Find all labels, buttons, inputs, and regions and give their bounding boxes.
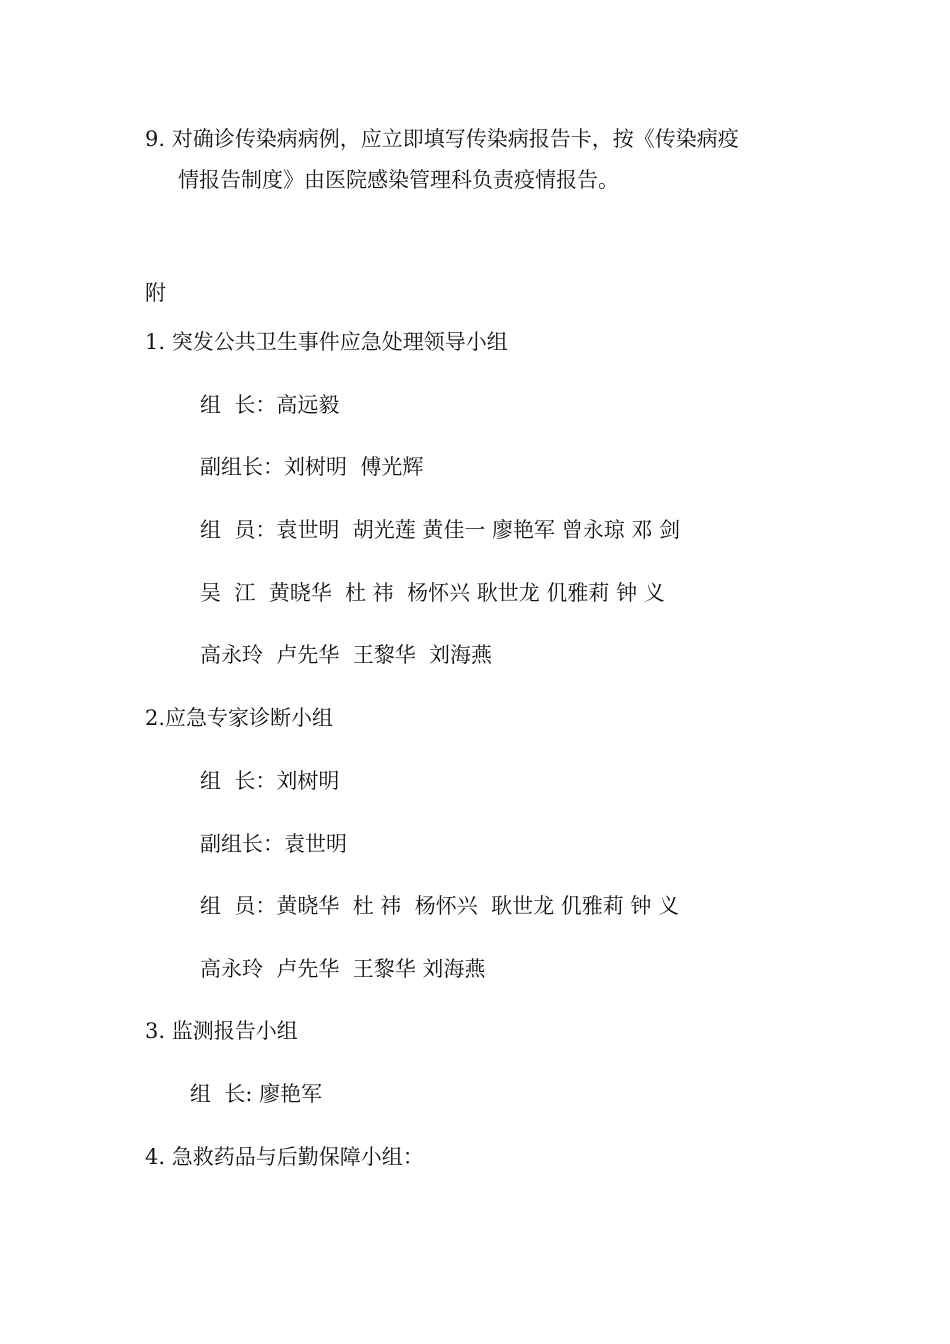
group-3-title — [145, 1016, 298, 1046]
item-9-line-1 — [145, 124, 739, 154]
group-1-members-2: 吴 江 黄晓华 杜 祎 杨怀兴 耿世龙 仉雅莉 钟 义 — [200, 581, 665, 605]
group-2-members-2: 高永玲 卢先华 王黎华 刘海燕 — [200, 957, 486, 981]
item-9-text-1: 对确诊传染病病例，应立即填写传染病报告卡，按《传染病疫 — [171, 127, 739, 151]
group-4-number: 4. — [145, 1145, 166, 1169]
group-2-deputy: 副组长：袁世明 — [200, 832, 347, 856]
group-3-title-text: 监测报告小组 — [171, 1019, 298, 1043]
group-2-title — [145, 703, 333, 733]
group-1-title — [145, 327, 508, 357]
group-1-members-1: 组 员：袁世明 胡光莲 黄佳一 廖艳军 曾永琼 邓 剑 — [200, 518, 681, 542]
group-2-number: 2. — [145, 706, 166, 730]
item-9-number: 9. — [145, 127, 166, 151]
group-3-leader: 组 长: 廖艳军 — [190, 1082, 323, 1106]
group-1-title-text: 突发公共卫生事件应急处理领导小组 — [171, 330, 508, 354]
group-4-title-text: 急救药品与后勤保障小组： — [171, 1145, 424, 1169]
group-1-deputy: 副组长：刘树明 傅光辉 — [200, 455, 424, 479]
group-1-members-3: 高永玲 卢先华 王黎华 刘海燕 — [200, 643, 493, 667]
group-1-number: 1. — [145, 330, 166, 354]
group-2-members-1: 组 员：黄晓华 杜 祎 杨怀兴 耿世龙 仉雅莉 钟 义 — [200, 894, 680, 918]
group-2-leader: 组 长：刘树明 — [200, 769, 340, 793]
group-1-leader: 组 长：高远毅 — [200, 393, 340, 417]
group-3-number: 3. — [145, 1019, 166, 1043]
group-4-title — [145, 1142, 424, 1172]
appendix-heading: 附 — [145, 281, 166, 305]
item-9-line-2: 情报告制度》由医院感染管理科负责疫情报告。 — [178, 168, 619, 192]
group-2-title-text: 应急专家诊断小组 — [165, 706, 334, 730]
